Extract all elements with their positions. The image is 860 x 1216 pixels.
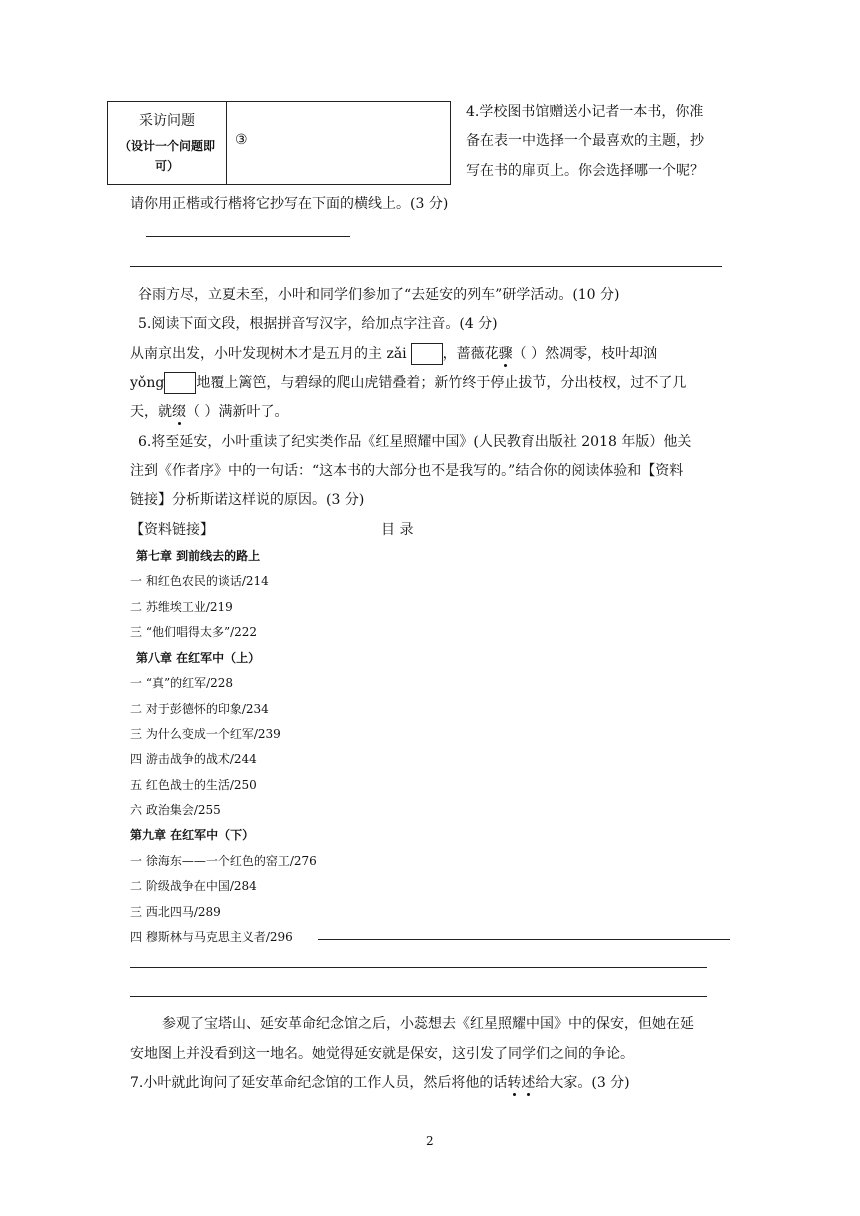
toc-item: 三 为什么变成一个红军/239 — [130, 727, 281, 741]
label-line2: （设计一个问题即 — [118, 139, 215, 153]
q4-answer-line-long[interactable] — [130, 266, 722, 267]
q4-line3: 写在书的扉页上。你会选择哪一个呢？ — [466, 163, 704, 179]
q6-line2: 注到《作者序》中的一句话：“这本书的大部分也不是我写的。”结合你的阅读体验和【资料 — [130, 463, 684, 479]
toc-item: 三 西北四马/289 — [130, 905, 221, 919]
q5-line2 — [130, 372, 686, 394]
q4-line2: 备在表一中选择一个最喜欢的主题，抄 — [466, 133, 704, 149]
q5-line1 — [130, 343, 657, 365]
toc-item: 二 对于彭德怀的印象/234 — [130, 702, 269, 716]
q7-dotted-shu: 述 — [521, 1075, 536, 1091]
q7-a: 7.小叶就此询问了延安革命纪念馆的工作人员，然后将他的话 — [130, 1075, 508, 1091]
passage-line1: 参观了宝塔山、延安革命纪念馆之后，小蕊想去《红星照耀中国》中的保安，但她在延 — [162, 1016, 694, 1032]
q4-line1: 4.学校图书馆赠送小记者一本书，你准 — [466, 104, 704, 120]
q7-dotted-zhuan: 转 — [507, 1075, 522, 1091]
q5-l2a: yǒng — [130, 375, 165, 391]
q4-line4: 请你用正楷或行楷将它抄写在下面的横线上。(3 分) — [130, 196, 449, 212]
toc-chapter-8: 第八章 在红军中（上） — [136, 651, 261, 665]
q5-l2b: 地覆上篱笆，与碧绿的爬山虎错叠着；新竹终于停止拔节，分出枝杈，过不了几 — [196, 375, 687, 391]
q5-l3a: 天，就 — [130, 404, 172, 420]
toc-item: 五 红色战士的生活/250 — [130, 778, 257, 792]
q6-answer-line-3[interactable] — [130, 996, 707, 997]
toc-chapter-7: 第七章 到前线去的路上 — [136, 549, 261, 563]
toc-item: 一 徐海东——一个红色的窑工/276 — [130, 854, 317, 868]
toc-item: 三 “他们唱得太多”/222 — [130, 625, 258, 639]
q6-line3: 链接】分析斯诺这样说的原因。(3 分) — [130, 492, 365, 508]
q6-answer-line-2[interactable] — [130, 967, 707, 968]
toc-chapter-9: 第九章 在红军中（下） — [130, 828, 255, 842]
q5-l1d: （ ）然凋零，枝叶却汹 — [512, 346, 658, 362]
q5-l1b: ，蔷薇花 — [442, 346, 499, 362]
q5-dotted-zhui: 缀 — [172, 404, 186, 420]
q5-line3 — [130, 401, 288, 421]
resource-link-label: 【资料链接】 — [130, 522, 214, 538]
page-number: 2 — [426, 1134, 434, 1148]
passage-line2: 安地图上并没看到这一地名。她觉得延安就是保安，这引发了同学们之间的争论。 — [130, 1046, 634, 1062]
q7-text — [130, 1072, 630, 1092]
q4-answer-line-short[interactable] — [146, 236, 350, 237]
toc-heading: 目 录 — [381, 522, 414, 538]
interview-answer-cell[interactable] — [227, 102, 451, 185]
q5-l1a: 从南京出发，小叶发现树木才是五月的主 zǎi — [130, 346, 407, 362]
q6-answer-line-1[interactable] — [318, 939, 730, 940]
q7-c: 给大家。(3 分) — [535, 1075, 630, 1091]
toc-item: 四 游击战争的战术/244 — [130, 752, 257, 766]
toc-item: 一 和红色农民的谈话/214 — [130, 574, 269, 588]
answer-mark: ③ — [235, 132, 248, 148]
interview-question-label — [108, 102, 227, 185]
toc-item: 六 政治集会/255 — [130, 803, 221, 817]
label-line1: 采访问题 — [139, 113, 195, 129]
q5-title: 5.阅读下面文段，根据拼音写汉字，给加点字注音。(4 分) — [138, 316, 498, 332]
trip-intro: 谷雨方尽，立夏未至，小叶和同学们参加了“去延安的列车”研学活动。(10 分) — [138, 287, 620, 303]
q5-blank-zai[interactable] — [411, 343, 443, 365]
toc-item: 四 穆斯林与马克思主义者/296 — [130, 930, 293, 944]
toc-item: 二 苏维埃工业/219 — [130, 600, 233, 614]
interview-table — [107, 101, 451, 185]
toc-item: 二 阶级战争在中国/284 — [130, 879, 257, 893]
toc-item: 一 “真”的红军/228 — [130, 676, 234, 690]
label-line3: 可） — [154, 159, 179, 173]
q5-dotted-zhou: 骤 — [498, 346, 513, 362]
q5-l3c: （ ）满新叶了。 — [186, 404, 289, 420]
q5-blank-yong[interactable] — [164, 372, 196, 394]
q6-line1: 6.将至延安，小叶重读了纪实类作品《红星照耀中国》(人民教育出版社 2018 年版）他关 — [138, 434, 692, 450]
